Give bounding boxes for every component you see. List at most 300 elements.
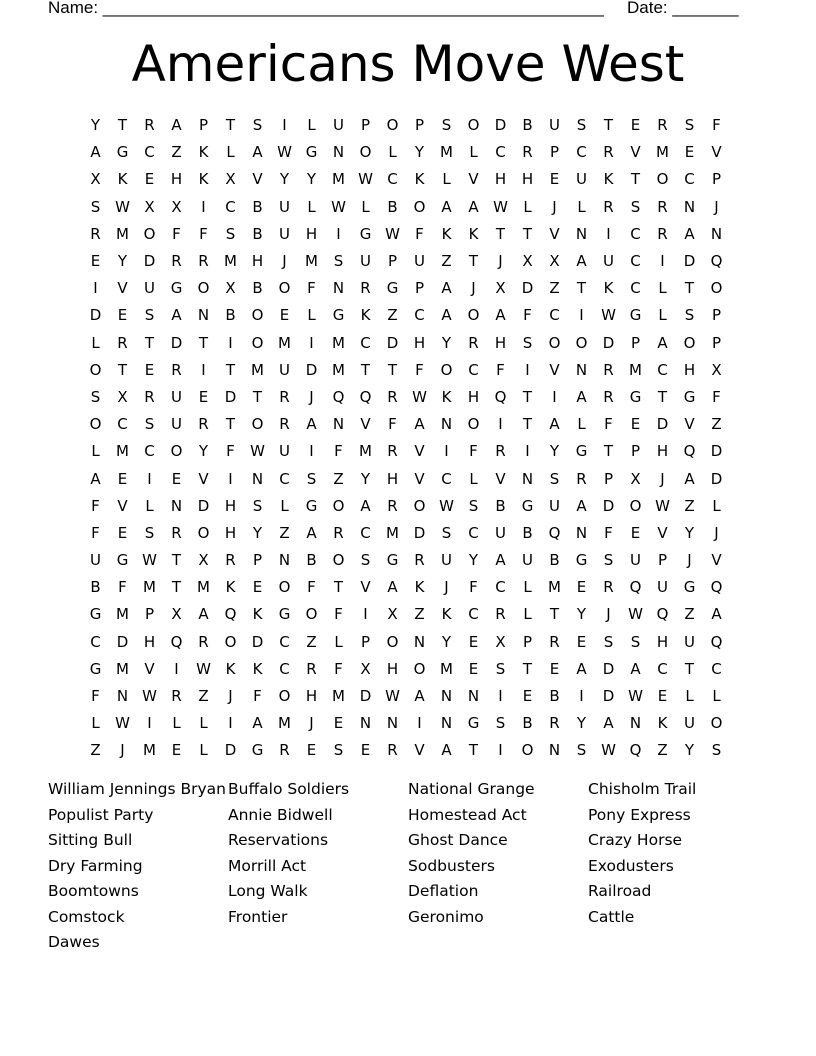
grid-letter: E	[360, 741, 371, 760]
grid-letter: S	[630, 197, 641, 216]
grid-letter: G	[386, 551, 399, 570]
grid-letter: Z	[684, 496, 695, 515]
grid-letter: T	[117, 116, 128, 135]
grid-letter: E	[657, 687, 668, 706]
grid-letter: E	[306, 741, 317, 760]
grid-letter: D	[224, 387, 237, 406]
grid-letter: V	[495, 469, 506, 488]
grid-letter: T	[495, 224, 506, 243]
grid-letter: C	[117, 415, 128, 434]
grid-letter: N	[521, 469, 534, 488]
word-bank-item: Cattle	[588, 907, 635, 926]
grid-letter: T	[252, 387, 263, 406]
grid-letter: F	[469, 442, 478, 461]
grid-letter: W	[412, 387, 427, 406]
grid-letter: T	[198, 333, 209, 352]
grid-letter: D	[224, 741, 237, 760]
grid-letter: C	[279, 632, 290, 651]
grid-letter: D	[386, 333, 399, 352]
grid-letter: Y	[198, 442, 209, 461]
grid-letter: L	[199, 714, 208, 733]
word-bank-item: Boomtowns	[48, 882, 139, 900]
grid-letter: M	[116, 224, 129, 243]
grid-letter: K	[414, 578, 425, 597]
grid-letter: T	[657, 387, 668, 406]
grid-letter: P	[630, 333, 641, 352]
word-bank-item: Exodusters	[588, 856, 674, 875]
grid-letter: W	[277, 143, 292, 162]
grid-letter: L	[307, 197, 316, 216]
grid-letter: E	[468, 659, 479, 678]
grid-letter: E	[549, 659, 560, 678]
grid-letter: A	[576, 252, 587, 271]
grid-letter: W	[628, 687, 643, 706]
grid-letter: V	[630, 143, 641, 162]
grid-letter: G	[629, 387, 642, 406]
grid-letter: X	[711, 360, 722, 379]
grid-letter: V	[117, 496, 128, 515]
grid-letter: E	[576, 632, 587, 651]
grid-letter: O	[251, 306, 264, 325]
grid-letter: Y	[90, 116, 101, 135]
grid-letter: F	[307, 279, 316, 298]
grid-row	[82, 166, 732, 193]
grid-letter: D	[413, 523, 426, 542]
grid-letter: Q	[494, 387, 507, 406]
grid-letter: O	[251, 415, 264, 434]
grid-letter: M	[278, 333, 291, 352]
grid-letter: G	[683, 387, 696, 406]
grid-letter: Y	[414, 143, 425, 162]
grid-letter: W	[331, 197, 346, 216]
grid-letter: S	[333, 252, 344, 271]
grid-letter: F	[496, 360, 505, 379]
grid-letter: C	[90, 632, 101, 651]
word-bank-item: William Jennings Bryan	[48, 780, 226, 798]
grid-letter: C	[279, 469, 290, 488]
grid-letter: C	[684, 170, 695, 189]
grid-letter: S	[603, 551, 614, 570]
grid-letter: H	[305, 687, 318, 706]
grid-letter: A	[576, 496, 587, 515]
grid-letter: O	[278, 687, 291, 706]
grid-letter: O	[197, 279, 210, 298]
grid-letter: A	[171, 116, 182, 135]
grid-letter: L	[307, 306, 316, 325]
grid-letter: T	[333, 578, 344, 597]
grid-letter: O	[278, 279, 291, 298]
grid-letter: I	[147, 714, 152, 733]
grid-letter: Z	[306, 632, 317, 651]
grid-letter: Z	[387, 306, 398, 325]
grid-letter: K	[414, 170, 425, 189]
grid-letter: Y	[684, 523, 695, 542]
grid-letter: S	[630, 632, 641, 651]
grid-letter: B	[90, 578, 101, 597]
grid-letter: L	[91, 714, 100, 733]
grid-letter: Q	[224, 605, 237, 624]
grid-letter: C	[360, 523, 371, 542]
grid-letter: V	[468, 170, 479, 189]
grid-letter: A	[603, 714, 614, 733]
grid-letter: A	[360, 496, 371, 515]
grid-letter: M	[386, 523, 399, 542]
grid-letter: I	[336, 224, 341, 243]
grid-letter: U	[279, 442, 290, 461]
grid-letter: R	[144, 387, 155, 406]
grid-letter: R	[198, 415, 209, 434]
grid-letter: U	[441, 551, 452, 570]
grid-letter: L	[712, 687, 721, 706]
grid-letter: E	[117, 523, 128, 542]
grid-letter: A	[468, 197, 479, 216]
grid-letter: R	[306, 659, 317, 678]
grid-letter: E	[117, 306, 128, 325]
grid-letter: C	[630, 279, 641, 298]
grid-letter: J	[660, 469, 665, 488]
grid-letter: O	[278, 578, 291, 597]
grid-letter: M	[116, 605, 129, 624]
grid-letter: Y	[441, 632, 452, 651]
grid-letter: U	[414, 252, 425, 271]
grid-letter: Q	[170, 632, 183, 651]
grid-letter: A	[414, 687, 425, 706]
grid-letter: D	[305, 360, 318, 379]
grid-letter: S	[711, 741, 722, 760]
grid-letter: R	[603, 197, 614, 216]
grid-letter: Z	[333, 469, 344, 488]
grid-letter: E	[684, 143, 695, 162]
grid-letter: S	[576, 741, 587, 760]
grid-letter: Q	[548, 523, 561, 542]
grid-letter: S	[225, 224, 236, 243]
grid-letter: J	[552, 197, 557, 216]
grid-letter: I	[606, 224, 611, 243]
grid-letter: G	[575, 551, 588, 570]
grid-letter: S	[495, 714, 506, 733]
grid-letter: H	[224, 496, 237, 515]
grid-letter: I	[498, 415, 503, 434]
grid-letter: B	[495, 496, 506, 515]
word-bank-item: Crazy Horse	[588, 831, 683, 849]
grid-letter: H	[656, 632, 669, 651]
grid-letter: M	[143, 741, 156, 760]
grid-letter: Q	[359, 387, 372, 406]
grid-letter: R	[549, 632, 560, 651]
grid-letter: E	[630, 415, 641, 434]
word-search-grid	[82, 112, 732, 765]
grid-letter: G	[278, 605, 291, 624]
grid-row	[82, 194, 732, 221]
grid-letter: F	[469, 578, 478, 597]
grid-letter: A	[252, 714, 263, 733]
grid-letter: Z	[198, 687, 209, 706]
grid-letter: J	[498, 252, 503, 271]
grid-letter: F	[253, 687, 262, 706]
grid-letter: K	[252, 659, 263, 678]
grid-letter: M	[332, 170, 345, 189]
grid-letter: T	[144, 333, 155, 352]
grid-letter: L	[712, 496, 721, 515]
grid-letter: P	[252, 551, 263, 570]
grid-row	[82, 574, 732, 601]
grid-letter: P	[414, 116, 425, 135]
grid-letter: H	[386, 469, 399, 488]
grid-letter: R	[360, 279, 371, 298]
grid-letter: U	[684, 714, 695, 733]
page-title: Americans Move West	[131, 35, 685, 93]
grid-letter: G	[251, 741, 264, 760]
grid-letter: C	[468, 360, 479, 379]
grid-letter: C	[279, 659, 290, 678]
grid-letter: V	[711, 143, 722, 162]
grid-letter: S	[603, 632, 614, 651]
grid-letter: E	[144, 360, 155, 379]
grid-letter: I	[228, 333, 233, 352]
grid-letter: F	[91, 523, 100, 542]
grid-letter: O	[197, 523, 210, 542]
grid-letter: K	[441, 224, 452, 243]
grid-letter: U	[144, 279, 155, 298]
grid-letter: N	[251, 469, 264, 488]
grid-letter: O	[440, 360, 453, 379]
grid-letter: R	[279, 415, 290, 434]
grid-letter: L	[577, 197, 586, 216]
grid-letter: C	[414, 306, 425, 325]
grid-letter: B	[252, 279, 263, 298]
grid-letter: R	[387, 387, 398, 406]
grid-letter: L	[658, 279, 667, 298]
grid-letter: E	[171, 469, 182, 488]
grid-letter: W	[385, 224, 400, 243]
grid-letter: A	[90, 469, 101, 488]
grid-letter: M	[251, 360, 264, 379]
grid-letter: O	[413, 197, 426, 216]
grid-row	[82, 683, 732, 710]
grid-letter: X	[144, 197, 155, 216]
grid-letter: P	[522, 632, 533, 651]
grid-letter: T	[171, 551, 182, 570]
grid-letter: B	[306, 551, 317, 570]
grid-letter: R	[198, 252, 209, 271]
grid-letter: T	[684, 659, 695, 678]
grid-letter: U	[522, 551, 533, 570]
grid-letter: O	[413, 496, 426, 515]
grid-letter: P	[360, 632, 371, 651]
grid-letter: A	[441, 279, 452, 298]
grid-letter: T	[522, 224, 533, 243]
grid-letter: M	[656, 143, 669, 162]
grid-letter: O	[89, 360, 102, 379]
grid-letter: R	[657, 197, 668, 216]
grid-letter: C	[549, 306, 560, 325]
grid-letter: F	[523, 306, 532, 325]
grid-letter: K	[225, 659, 236, 678]
grid-letter: I	[228, 714, 233, 733]
grid-letter: R	[468, 333, 479, 352]
grid-letter: T	[522, 415, 533, 434]
grid-letter: N	[575, 224, 588, 243]
grid-letter: H	[467, 387, 480, 406]
grid-letter: G	[305, 496, 318, 515]
grid-letter: W	[655, 496, 670, 515]
grid-letter: N	[440, 415, 453, 434]
grid-letter: W	[493, 197, 508, 216]
grid-letter: R	[414, 551, 425, 570]
grid-letter: W	[628, 605, 643, 624]
grid-letter: R	[576, 469, 587, 488]
grid-letter: I	[201, 360, 206, 379]
grid-letter: V	[549, 360, 560, 379]
grid-letter: H	[683, 360, 696, 379]
grid-letter: P	[387, 252, 398, 271]
grid-letter: W	[142, 551, 157, 570]
grid-letter: X	[198, 551, 209, 570]
grid-letter: M	[197, 578, 210, 597]
grid-letter: T	[171, 578, 182, 597]
grid-letter: O	[656, 170, 669, 189]
grid-letter: Q	[332, 387, 345, 406]
grid-letter: S	[495, 659, 506, 678]
grid-letter: F	[172, 224, 181, 243]
grid-letter: Y	[306, 170, 317, 189]
grid-letter: D	[710, 442, 723, 461]
grid-letter: I	[498, 687, 503, 706]
grid-letter: X	[495, 632, 506, 651]
grid-letter: A	[495, 306, 506, 325]
grid-letter: K	[441, 605, 452, 624]
grid-letter: H	[521, 170, 534, 189]
grid-letter: T	[522, 387, 533, 406]
grid-letter: V	[198, 469, 209, 488]
grid-letter: E	[171, 741, 182, 760]
name-field-line: Name: _____________________________________________________	[48, 0, 604, 17]
grid-letter: M	[440, 143, 453, 162]
grid-letter: W	[115, 197, 130, 216]
grid-letter: X	[90, 170, 101, 189]
grid-letter: N	[359, 714, 372, 733]
grid-letter: I	[201, 197, 206, 216]
grid-letter: I	[444, 442, 449, 461]
word-bank-item: Ghost Dance	[408, 831, 508, 849]
grid-letter: I	[228, 469, 233, 488]
grid-letter: R	[171, 360, 182, 379]
grid-letter: Y	[468, 551, 479, 570]
grid-letter: G	[116, 143, 129, 162]
grid-letter: P	[198, 116, 209, 135]
grid-letter: A	[414, 415, 425, 434]
grid-letter: I	[93, 279, 98, 298]
grid-letter: G	[332, 306, 345, 325]
grid-letter: G	[89, 605, 102, 624]
grid-letter: L	[388, 143, 397, 162]
grid-letter: R	[144, 116, 155, 135]
grid-letter: E	[630, 116, 641, 135]
grid-letter: Q	[656, 605, 669, 624]
grid-letter: R	[387, 442, 398, 461]
grid-row	[82, 493, 732, 520]
grid-letter: S	[522, 333, 533, 352]
grid-letter: T	[630, 170, 641, 189]
grid-letter: K	[360, 306, 371, 325]
grid-letter: N	[332, 415, 345, 434]
grid-row	[82, 737, 732, 764]
grid-letter: O	[521, 741, 534, 760]
grid-letter: O	[548, 333, 561, 352]
grid-letter: H	[656, 442, 669, 461]
grid-letter: L	[172, 714, 181, 733]
word-bank-item: Homestead Act	[408, 805, 527, 824]
grid-letter: C	[495, 578, 506, 597]
grid-letter: Z	[90, 741, 101, 760]
grid-letter: M	[332, 687, 345, 706]
grid-letter: J	[309, 387, 314, 406]
grid-letter: L	[361, 197, 370, 216]
grid-row	[82, 710, 732, 737]
word-bank-item: Populist Party	[48, 805, 154, 824]
grid-letter: M	[143, 578, 156, 597]
grid-letter: C	[387, 170, 398, 189]
grid-letter: D	[143, 252, 156, 271]
grid-letter: L	[523, 578, 532, 597]
grid-letter: F	[334, 605, 343, 624]
grid-letter: G	[359, 224, 372, 243]
grid-letter: A	[198, 605, 209, 624]
grid-letter: R	[279, 741, 290, 760]
grid-letter: N	[440, 687, 453, 706]
grid-letter: D	[521, 279, 534, 298]
grid-letter: C	[144, 442, 155, 461]
grid-letter: W	[601, 741, 616, 760]
grid-letter: T	[684, 279, 695, 298]
grid-letter: I	[309, 333, 314, 352]
grid-letter: T	[225, 415, 236, 434]
grid-letter: A	[549, 415, 560, 434]
grid-letter: U	[495, 523, 506, 542]
grid-letter: E	[90, 252, 101, 271]
grid-letter: C	[360, 333, 371, 352]
grid-letter: N	[629, 714, 642, 733]
grid-letter: L	[307, 116, 316, 135]
grid-row	[82, 357, 732, 384]
grid-letter: B	[522, 523, 533, 542]
grid-letter: L	[577, 415, 586, 434]
grid-letter: R	[117, 333, 128, 352]
grid-letter: H	[305, 224, 318, 243]
grid-letter: B	[225, 306, 236, 325]
grid-letter: A	[171, 306, 182, 325]
grid-letter: A	[441, 306, 452, 325]
grid-letter: T	[225, 360, 236, 379]
grid-letter: D	[116, 632, 129, 651]
grid-letter: O	[629, 496, 642, 515]
grid-letter: Y	[549, 442, 560, 461]
grid-letter: O	[386, 116, 399, 135]
grid-letter: U	[333, 116, 344, 135]
grid-letter: D	[683, 252, 696, 271]
grid-letter: Q	[683, 442, 696, 461]
grid-letter: O	[143, 224, 156, 243]
grid-letter: C	[468, 605, 479, 624]
grid-letter: S	[144, 306, 155, 325]
grid-letter: S	[360, 551, 371, 570]
grid-row	[82, 139, 732, 166]
grid-letter: F	[334, 442, 343, 461]
grid-letter: C	[144, 143, 155, 162]
grid-letter: S	[90, 387, 101, 406]
grid-letter: L	[685, 687, 694, 706]
grid-letter: P	[711, 306, 722, 325]
